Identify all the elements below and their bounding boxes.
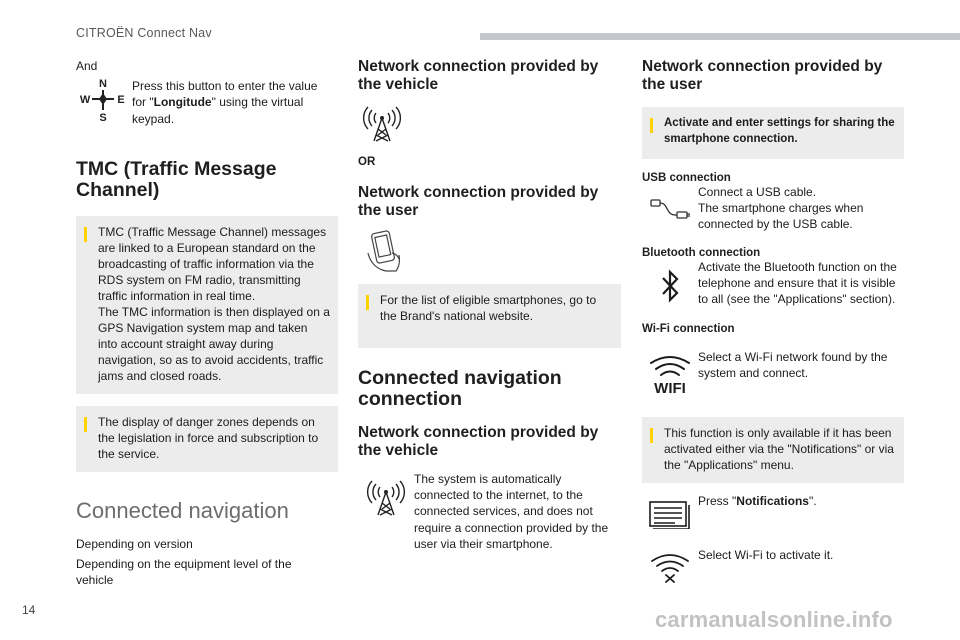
network-vehicle-title-2: Network connection provided by the vehicle bbox=[358, 424, 599, 459]
bluetooth-text: Activate the Bluetooth function on the telephone and ensure that it is visible to all (see the "Applications" section). bbox=[698, 259, 897, 307]
intro-text: And bbox=[76, 59, 98, 73]
wifi-icon-label: WIFI bbox=[654, 380, 686, 396]
depending-equipment: Depending on the equipment level of the vehicle bbox=[76, 557, 292, 588]
antenna-icon-2 bbox=[358, 471, 414, 517]
bluetooth-connection-title: Bluetooth connection bbox=[642, 246, 761, 259]
network-user-title: Network connection provided by the user bbox=[358, 184, 599, 219]
note-tmc: TMC (Traffic Message Channel) messages are linked to a European standard on the broadcasting of traffic information via the RDS system on FM radio, transmitting traffic information in real time. The TMC information is then displayed on a GPS Navigation system map and taken into account straight away during navigation, so as to avoid accidents, traffic jams and closed roads. bbox=[76, 216, 338, 394]
compass-n: N bbox=[99, 78, 107, 91]
tmc-title: TMC (Traffic Message Channel) bbox=[76, 157, 277, 201]
wifi-row bbox=[642, 349, 904, 395]
longitude-row bbox=[76, 76, 338, 127]
manual-header: CITROËN Connect Nav bbox=[76, 26, 212, 40]
column-3 bbox=[642, 58, 904, 583]
column-1 bbox=[76, 58, 338, 588]
select-wifi-text: Select Wi-Fi to activate it. bbox=[698, 548, 834, 563]
watermark: carmanualsonline.info bbox=[655, 607, 893, 632]
header-bar bbox=[480, 33, 960, 40]
note-wifi-activation: This function is only available if it has been activated either via the "Notifications" or via the "Applications" menu. bbox=[642, 417, 904, 483]
column-2 bbox=[358, 58, 621, 552]
usb-row bbox=[642, 184, 904, 233]
page-number: 14 bbox=[22, 603, 36, 617]
depending-version: Depending on version bbox=[76, 536, 193, 551]
auto-connection-row bbox=[358, 471, 621, 552]
note-danger-zones: The display of danger zones depends on the legislation in force and subscription to the service. bbox=[76, 406, 338, 472]
compass-e: E bbox=[117, 94, 125, 107]
notifications-list-icon bbox=[642, 493, 698, 529]
auto-connection-text: The system is automatically connected to the internet, to the connected services, and does not require a connection provided by the user via their smartphone. bbox=[414, 472, 609, 551]
compass-s: S bbox=[99, 112, 107, 123]
wifi-text: Select a Wi-Fi network found by the system and connect. bbox=[698, 350, 888, 381]
press-notifications-text: Press "Notifications". bbox=[698, 494, 817, 509]
longitude-text: Press this button to enter the value for "Longitude" using the virtual keypad. bbox=[132, 79, 318, 126]
smartphone-hand-icon bbox=[364, 229, 621, 278]
network-user-title-c3: Network connection provided by the user bbox=[642, 58, 883, 93]
or-label: OR bbox=[358, 156, 376, 168]
wifi-icon bbox=[642, 349, 698, 395]
select-wifi-row bbox=[642, 547, 904, 583]
notifications-row bbox=[642, 493, 904, 529]
wifi-off-icon bbox=[642, 547, 698, 583]
network-vehicle-title: Network connection provided by the vehicle bbox=[358, 58, 599, 93]
usb-text: Connect a USB cable. The smartphone charges when connected by the USB cable. bbox=[698, 185, 864, 232]
connected-navigation-connection-title: Connected navigation connection bbox=[358, 367, 562, 410]
usb-cable-icon bbox=[642, 184, 698, 222]
compass-icon bbox=[76, 76, 130, 122]
bluetooth-icon bbox=[642, 259, 698, 303]
antenna-icon bbox=[362, 103, 621, 148]
compass-w: W bbox=[80, 94, 91, 107]
usb-connection-title: USB connection bbox=[642, 172, 731, 184]
note-activate-sharing: Activate and enter settings for sharing the smartphone connection. bbox=[642, 107, 904, 159]
note-smartphones: For the list of eligible smartphones, go to the Brand's national website. bbox=[358, 284, 621, 348]
bluetooth-row bbox=[642, 259, 904, 308]
wifi-connection-title: Wi-Fi connection bbox=[642, 323, 735, 336]
connected-navigation-title: Connected navigation bbox=[76, 497, 289, 523]
